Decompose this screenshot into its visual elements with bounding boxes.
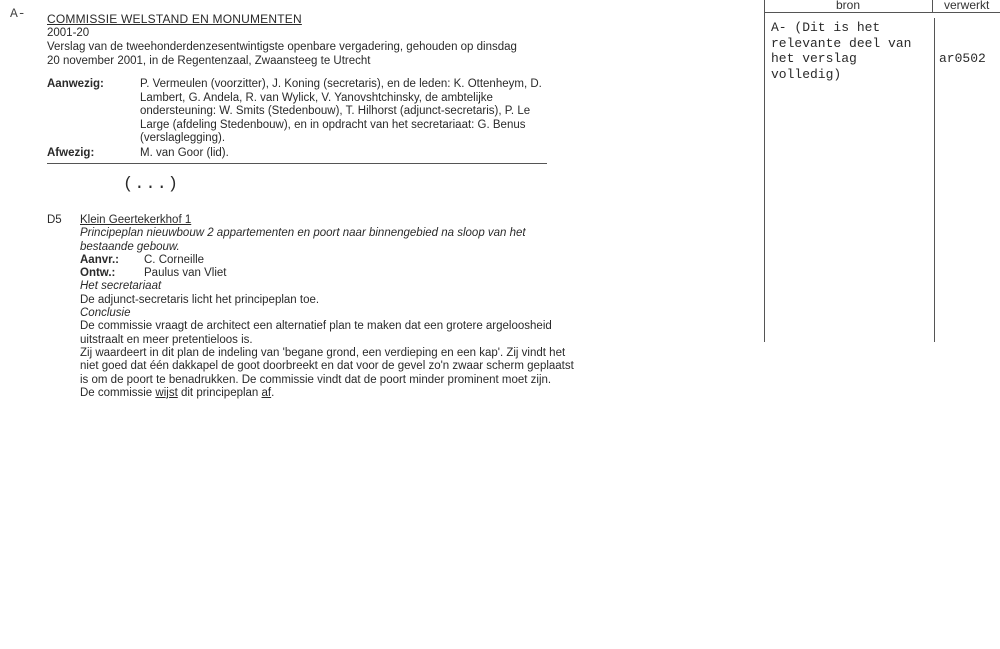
final-end: . [271,386,275,399]
absent-list: M. van Goor (lid). [140,146,229,159]
designer-name: Paulus van Vliet [144,267,227,280]
meeting-description-line1: Verslag van de tweehonderdenzesentwintigste openbare vergadering, gehouden op dinsdag [47,41,517,53]
conclusion-heading: Conclusie [80,307,131,320]
bron-header: bron [836,0,861,12]
table-header-rule [764,12,1000,13]
final-middle: dit principeplan [177,386,262,399]
item-code: D5 [47,214,62,226]
verwerkt-code: ar0502 [939,51,986,66]
table-divider-top [932,0,933,12]
conclusion-paragraph-2: Zij waardeert in dit plan de indeling van 'begane grond, een verdieping en een kap'. Zij vindt het niet goed dat één dakkapel de goot doorbreekt en dat voor de gevel zo'n zwaar scherm geplaatst is om de poort te benadrukken. De commissie vindt dat de poort minder prominent moet zijn. [80,346,574,386]
source-table [764,0,1000,342]
final-af: af [261,386,272,399]
bron-note: A- (Dit is het relevante deel van het verslag volledig) [771,20,912,82]
final-prefix: De commissie [80,386,156,399]
page-marker: A- [10,6,26,21]
applicant-row [80,254,575,267]
document-header [47,12,567,68]
absent-label: Afwezig: [47,146,95,159]
applicant-name: C. Corneille [144,253,205,266]
secretariat-heading: Het secretariaat [80,280,162,293]
meeting-description-line2: 20 november 2001, in de Regentenzaal, Zwaansteeg te Utrecht [47,55,371,67]
item-location: Klein Geertekerkhof 1 [80,214,192,226]
item-description: Principeplan nieuwbouw 2 appartementen en poort naar binnengebied na sloop van het bestaande gebouw. [80,227,526,253]
absent-row [47,147,567,161]
attendance-section [47,78,567,161]
meeting-number: 2001-20 [47,27,90,39]
designer-row [80,267,575,280]
present-label: Aanwezig: [47,78,104,90]
item-body [80,214,575,400]
omission-ellipsis: (...) [123,175,180,194]
designer-label: Ontw.: [80,267,116,280]
present-row [47,78,567,146]
final-decision [80,387,575,400]
final-wijst: wijst [155,386,178,399]
committee-title: COMMISSIE WELSTAND EN MONUMENTEN [47,12,302,26]
section-divider [47,163,547,164]
verwerkt-header: verwerkt [944,0,990,12]
conclusion-paragraph-1: De commissie vraagt de architect een alternatief plan te maken dat een grotere argeloosheid uitstraalt en meer pretentieloos is. [80,320,552,346]
secretariat-text: De adjunct-secretaris licht het principeplan toe. [80,293,320,306]
present-list: P. Vermeulen (voorzitter), J. Koning (secretaris), en de leden: K. Ottenheym, D. Lambert, G. Andela, R. van Wylick, V. Yanovshtchinsky, de ambtelijke ondersteuning: W. Smits (Stedenbouw), T. Hilhorst (adjunct-secretaris), P. Le Large (afdeling Stedenbouw), en in opdracht van het secretariaat: G. Benus (verslaglegging). [140,78,542,145]
table-divider [934,18,935,342]
table-border-left [764,0,765,342]
applicant-label: Aanvr.: [80,253,119,266]
